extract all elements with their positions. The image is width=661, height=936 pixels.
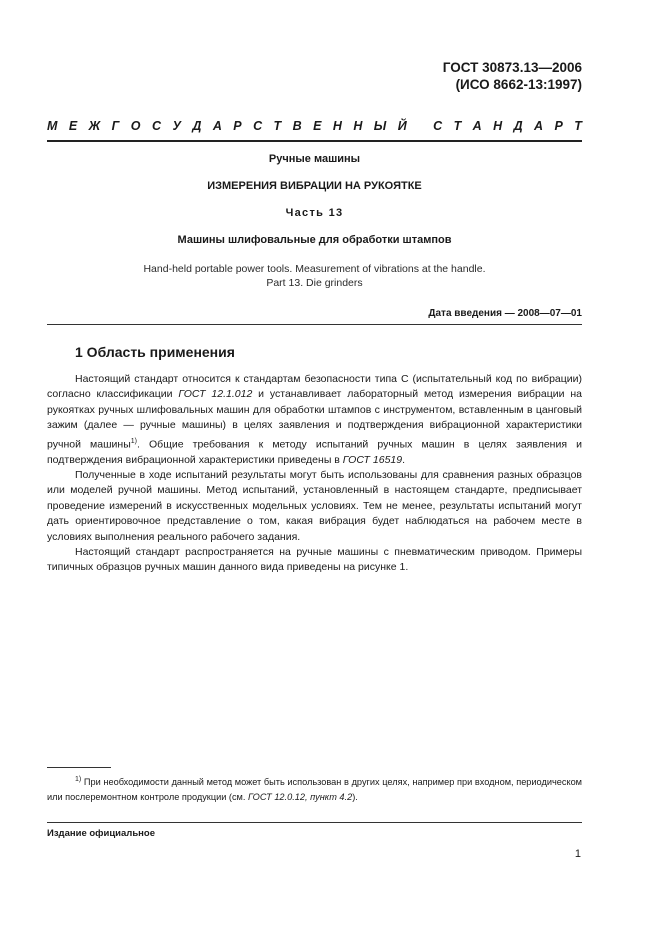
p1-reference-2[interactable]: ГОСТ 16519	[342, 453, 403, 466]
english-title-line2: Part 13. Die grinders	[266, 277, 363, 289]
banner-letter: Р	[554, 119, 563, 133]
english-title-line1: Hand-held portable power tools. Measurement of vibrations at the handle.	[143, 263, 486, 275]
title-part: Часть 13	[285, 207, 344, 219]
banner-letter: Ы	[373, 119, 387, 133]
standard-code-line1: ГОСТ 30873.13—2006	[442, 60, 582, 75]
interstate-standard-banner	[47, 119, 582, 133]
introduction-date: Дата введения — 2008—07—01	[428, 308, 582, 319]
p1-text-d: .	[402, 453, 406, 466]
banner-letter: А	[212, 119, 222, 133]
banner-letter: Н	[353, 119, 363, 133]
paragraph-3: Настоящий стандарт распространяется на ручные машины с пневматическим приводом. Примеры типичных образцов ручных машин данного вида приведены на рисунке 1.	[47, 545, 582, 574]
banner-letter: С	[151, 119, 161, 133]
p1-reference-1[interactable]: ГОСТ 12.1.012	[178, 388, 253, 401]
banner-letter: Г	[111, 119, 120, 133]
footnote-marker[interactable]: 1)	[130, 437, 137, 445]
banner-letter: Р	[233, 119, 242, 133]
banner-letter: А	[472, 119, 482, 133]
banner-letter: Т	[574, 119, 582, 133]
banner-letter: Й	[397, 119, 407, 133]
footnote-reference[interactable]: ГОСТ 12.0.12, пункт 4.2	[247, 792, 353, 803]
banner-letter: В	[292, 119, 302, 133]
banner-letter: Д	[513, 119, 523, 133]
banner-letter: С	[253, 119, 263, 133]
footnote-number: 1)	[75, 776, 82, 783]
paragraph-1	[47, 372, 582, 468]
banner-letter: Е	[313, 119, 322, 133]
footnote-text-a: При необходимости данный метод может быть использован в других целях, например при входном, периодическом или послеремонтном контроле продукции (см.	[47, 777, 582, 803]
banner-letter: С	[433, 119, 443, 133]
date-rule	[47, 324, 582, 325]
page-number: 1	[574, 848, 581, 860]
official-edition: Издание официальное	[47, 828, 155, 839]
english-title	[47, 262, 582, 290]
banner-letter: Ж	[88, 119, 101, 133]
title-line-2: ИЗМЕРЕНИЯ ВИБРАЦИИ НА РУКОЯТКЕ	[207, 180, 422, 192]
section-heading: 1 Область применения	[75, 344, 235, 360]
footnote-text-b: ).	[352, 792, 358, 803]
banner-letter: Н	[493, 119, 503, 133]
banner-letter: Е	[68, 119, 78, 133]
official-rule	[47, 822, 582, 823]
banner-letter	[418, 119, 421, 133]
banner-letter: М	[47, 119, 58, 133]
banner-letter: Д	[192, 119, 202, 133]
banner-rule	[47, 140, 582, 142]
title-line-4: Машины шлифовальные для обработки штампов	[177, 234, 452, 246]
banner-letter: А	[534, 119, 544, 133]
standard-code	[443, 59, 582, 93]
banner-letter: Т	[273, 119, 282, 133]
section-body	[47, 372, 582, 576]
banner-letter: О	[130, 119, 141, 133]
standard-code-line2: (ИСО 8662-13:1997)	[455, 77, 582, 92]
banner-letter: Н	[332, 119, 342, 133]
banner-letter: У	[172, 119, 181, 133]
banner-letter: Т	[453, 119, 462, 133]
paragraph-2: Полученные в ходе испытаний результаты могут быть использованы для сравнения разных образцов или моделей ручной машины. Метод испытаний, установленный в настоящем стандарте, предписывает проведение измерений в искусственных модельных условиях. Тем не менее, результаты испытаний могут дать ориентировочное представление о том, какая вибрация будет наблюдаться на рабочем месте в условиях выполнения реального рабочего задания.	[47, 468, 582, 543]
footnote-rule	[47, 767, 111, 768]
p1-text-b: и устанавливает лабораторный метод измерения вибрации на рукоятках ручных шлифовальных машин для обработки штампов с инструментом, вставленным в цанговый зажим (далее — ручные машины) в целях заявления и подтверждения вибрационной характеристики ручной машины	[47, 388, 582, 451]
p1-text-a: Настоящий стандарт относится к стандартам безопасности типа С (испытательный код по вибрации) согласно классификации	[47, 373, 582, 401]
p1-text-c: . Общие требования к методу испытаний ручных машин в целях заявления и подтверждения вибрационной характеристики приведены в	[47, 438, 582, 466]
footnote	[47, 772, 582, 805]
title-line-1: Ручные машины	[268, 153, 361, 165]
